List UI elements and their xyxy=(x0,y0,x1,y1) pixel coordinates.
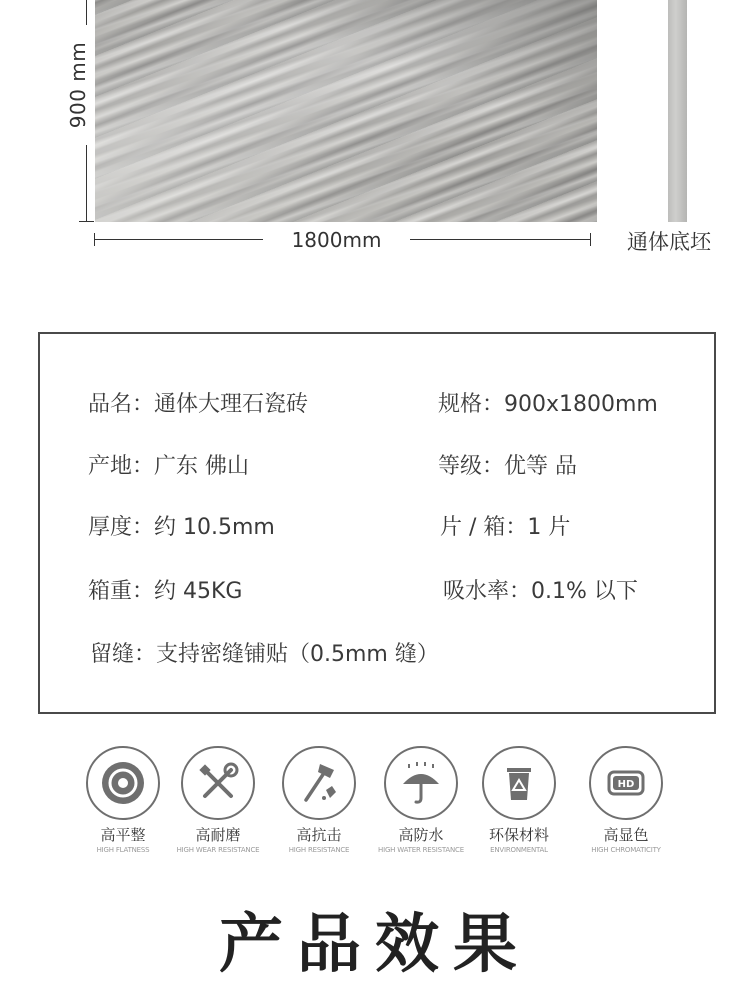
umbrella-icon xyxy=(384,746,458,820)
feature-subtitle: HIGH WEAR RESISTANCE xyxy=(176,846,260,854)
spec-thickness: 厚度：约 10.5mm xyxy=(88,515,275,540)
tile-edge-image xyxy=(668,0,687,222)
spec-size: 规格：900x1800mm xyxy=(438,392,658,417)
height-dimension-tick xyxy=(79,221,94,222)
spec-name: 品名：通体大理石瓷砖 xyxy=(88,392,309,417)
spec-pieces: 片 / 箱：1 片 xyxy=(440,515,571,540)
feature-water xyxy=(366,746,476,855)
feature-flatness xyxy=(68,746,178,855)
hd-icon xyxy=(589,746,663,820)
spec-absorption: 吸水率：0.1% 以下 xyxy=(443,579,638,604)
feature-title: 高耐磨 xyxy=(195,826,241,844)
feature-title: 高抗击 xyxy=(296,826,342,844)
feature-subtitle: ENVIRONMENTAL xyxy=(490,846,548,854)
spec-grout: 留缝：支持密缝铺贴（0.5mm 缝） xyxy=(90,642,439,667)
feature-subtitle: HIGH FLATNESS xyxy=(96,846,150,854)
feature-title: 高防水 xyxy=(398,826,444,844)
feature-environmental xyxy=(464,746,574,855)
body-label: 通体底坯 xyxy=(627,230,711,254)
feature-title: 高显色 xyxy=(603,826,649,844)
feature-subtitle: HIGH WATER RESISTANCE xyxy=(378,846,464,854)
feature-wear xyxy=(163,746,273,855)
spec-grade: 等级：优等 品 xyxy=(438,454,577,479)
flatness-disc-icon xyxy=(86,746,160,820)
feature-subtitle: HIGH CHROMATICITY xyxy=(591,846,661,854)
recycle-bin-icon xyxy=(482,746,556,820)
width-dimension-tick-left xyxy=(94,233,95,246)
feature-chromaticity xyxy=(571,746,681,855)
feature-impact xyxy=(264,746,374,855)
spec-origin: 产地：广东 佛山 xyxy=(88,454,249,479)
svg-text:HD: HD xyxy=(617,779,635,790)
feature-title: 高平整 xyxy=(100,826,146,844)
height-dimension-label: 900 mm xyxy=(66,25,90,145)
spec-weight: 箱重：约 45KG xyxy=(88,579,243,604)
spec-box xyxy=(38,332,716,714)
feature-subtitle: HIGH RESISTANCE xyxy=(288,846,350,854)
section-heading: 产品效果 xyxy=(219,908,531,982)
width-dimension-tick-right xyxy=(590,233,591,246)
tools-icon xyxy=(181,746,255,820)
width-dimension-label: 1800mm xyxy=(263,227,410,253)
hammer-icon xyxy=(282,746,356,820)
marble-slab-image xyxy=(95,0,597,222)
feature-title: 环保材料 xyxy=(488,826,549,844)
